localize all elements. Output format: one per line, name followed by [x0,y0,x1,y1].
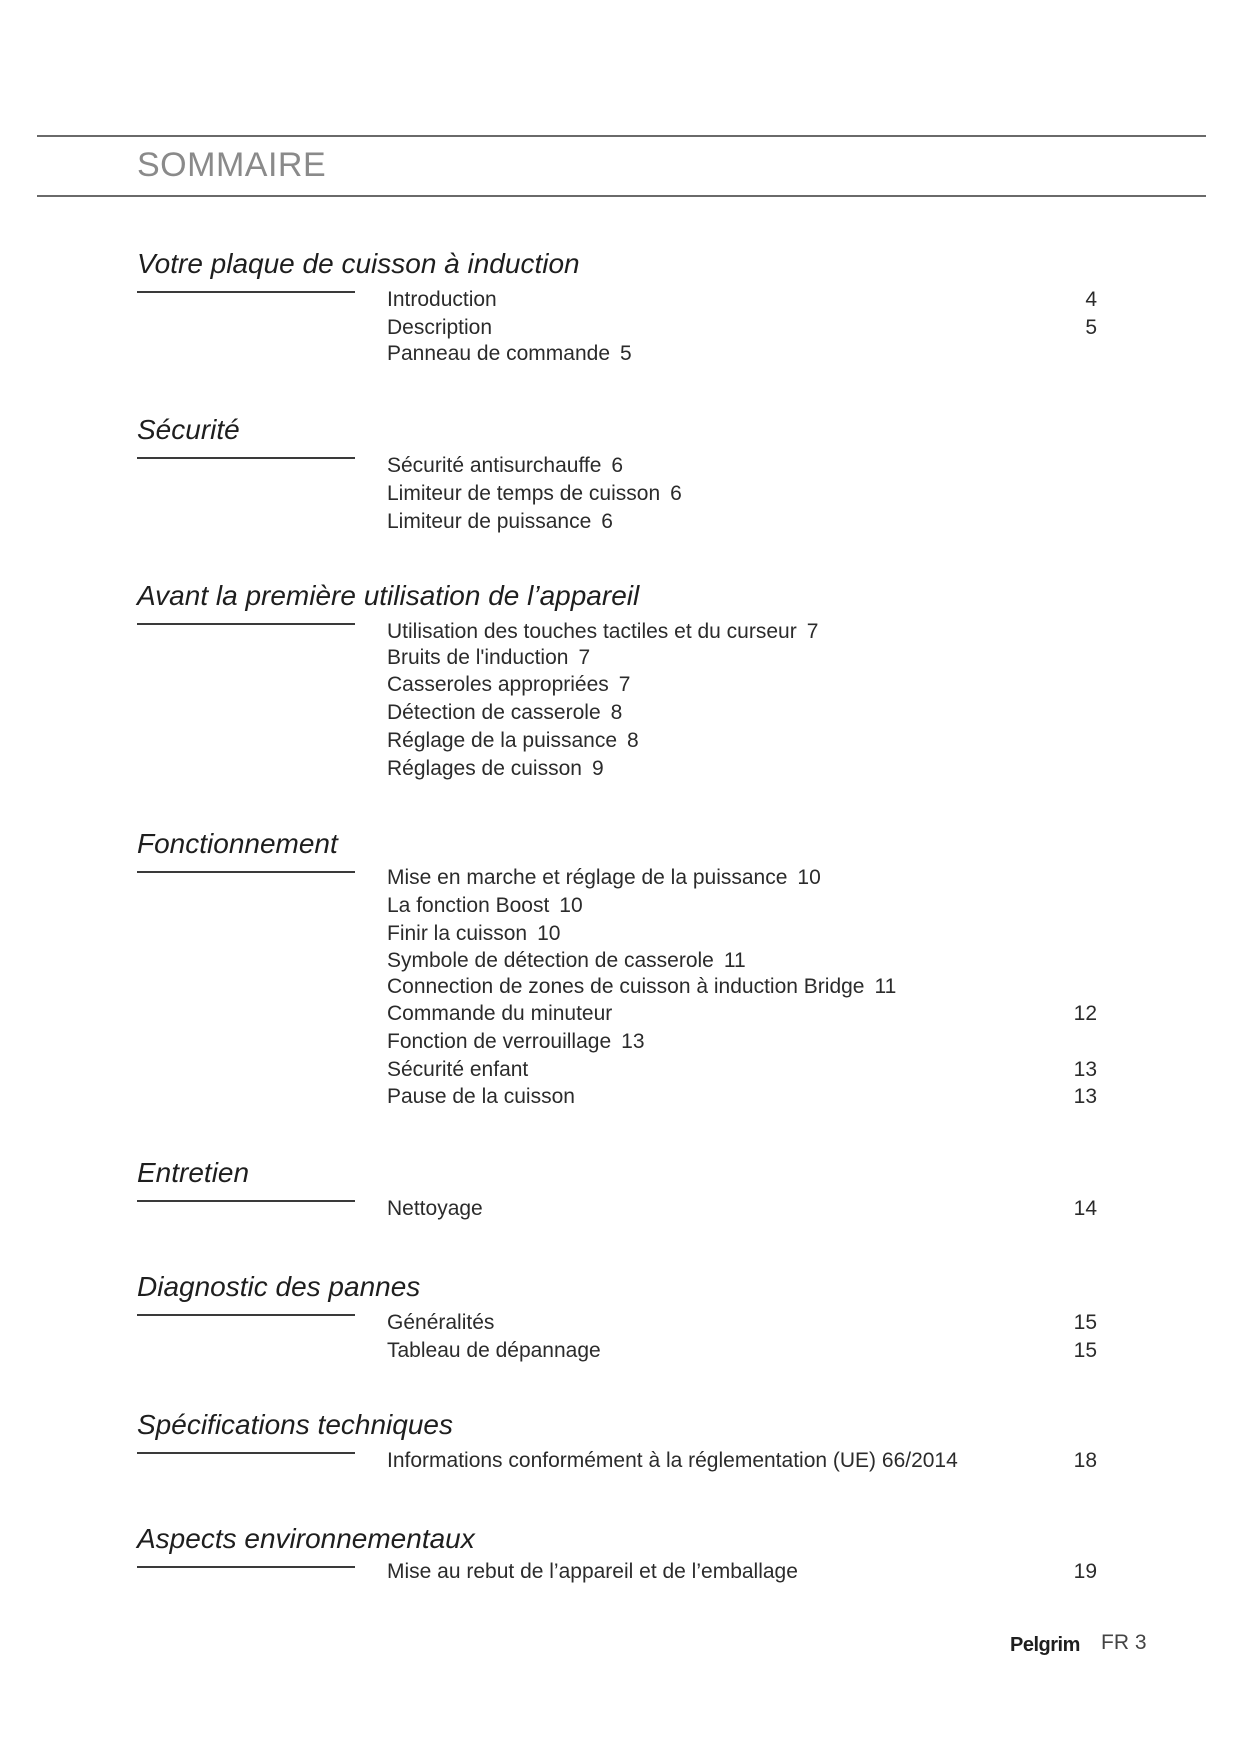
toc-entry-page: 13 [1073,1058,1097,1081]
toc-entry[interactable] [387,644,1097,672]
toc-entry[interactable] [387,1195,1097,1223]
toc-entry-page: 11 [874,975,897,998]
toc-entry[interactable] [387,1558,1097,1586]
toc-entry-page: 6 [611,454,624,477]
toc-entry-label: Limiteur de temps de cuisson [387,482,661,505]
toc-entry-page: 6 [601,510,613,533]
section-title: Votre plaque de cuisson à induction [137,248,580,279]
section-title: Aspects environnementaux [137,1523,475,1554]
toc-entry[interactable] [387,892,1097,920]
toc-entry[interactable] [387,1056,1097,1084]
toc-entry-page: 5 [620,342,632,365]
toc-entry-page: 5 [1085,316,1097,339]
toc-entry[interactable] [387,1083,1097,1111]
toc-entry[interactable] [387,755,1097,783]
toc-entry-page: 15 [1073,1339,1097,1362]
toc-entry-label: Détection de casserole [387,701,601,724]
toc-entry-page: 4 [1085,288,1097,311]
toc-entry-label: Panneau de commande [387,342,610,365]
toc-entry-label: Connection de zones de cuisson à induction Bridge [387,975,865,998]
toc-entry-label: Casseroles appropriées [387,673,609,696]
toc-entry-label: Commande du minuteur [387,1002,613,1025]
toc-entry-page: 6 [670,482,682,505]
toc-entry-page: 7 [806,620,819,643]
toc-entry[interactable] [387,286,1097,314]
toc-entry[interactable] [387,973,1097,1001]
toc-entry-label: Tableau de dépannage [387,1339,601,1362]
toc-entry[interactable] [387,340,1097,368]
toc-entry-page: 10 [537,922,561,945]
toc-entry-label: Sécurité antisurchauffe [387,454,602,477]
toc-entry[interactable] [387,671,1097,699]
page-title: SOMMAIRE [137,146,327,184]
toc-entry-page: 8 [627,729,639,752]
toc-entry-label: Bruits de l'induction [387,646,569,669]
toc-entry[interactable] [387,1337,1097,1365]
toc-entry-label: La fonction Boost [387,894,550,917]
toc-entry-label: Symbole de détection de casserole [387,949,714,972]
top-rule [37,135,1206,137]
toc-entry-page: 19 [1073,1560,1097,1583]
toc-entry-label: Généralités [387,1311,495,1334]
toc-entry-label: Informations conformément à la réglementation (UE) 66/2014 [387,1449,958,1472]
toc-entry[interactable] [387,864,1097,892]
toc-entry-label: Finir la cuisson [387,922,528,945]
section-underline [137,1566,355,1568]
toc-entry-page: 10 [559,894,583,917]
toc-entry-label: Fonction de verrouillage [387,1030,612,1053]
toc-entry[interactable] [387,727,1097,755]
toc-entry[interactable] [387,699,1097,727]
section-title: Diagnostic des pannes [137,1271,421,1302]
toc-entry[interactable] [387,618,1097,646]
toc-entry[interactable] [387,1028,1097,1056]
section-underline [137,457,355,459]
section-title: Sécurité [137,414,240,445]
toc-entry-label: Utilisation des touches tactiles et du curseur [387,620,797,643]
toc-entry-label: Nettoyage [387,1197,483,1220]
section-title: Fonctionnement [137,828,338,859]
toc-entry[interactable] [387,1447,1097,1475]
toc-entry[interactable] [387,1309,1097,1337]
toc-entry-page: 18 [1073,1449,1097,1472]
toc-entry-page: 9 [591,757,604,780]
toc-entry-page: 13 [1073,1085,1097,1108]
toc-entry[interactable] [387,452,1097,480]
toc-entry-page: 7 [618,673,631,696]
toc-entry-page: 12 [1073,1002,1097,1025]
section-underline [137,623,355,625]
title-bottom-rule [37,195,1206,197]
section-title: Entretien [137,1157,250,1188]
toc-entry-page: 10 [797,866,821,889]
toc-entry-label: Réglages de cuisson [387,757,582,780]
section-underline [137,1314,355,1316]
toc-entry-label: Mise en marche et réglage de la puissance [387,866,788,889]
toc-entry[interactable] [387,1000,1097,1028]
toc-entry-label: Mise au rebut de l’appareil et de l’emballage [387,1560,798,1583]
toc-entry-label: Réglage de la puissance [387,729,617,752]
toc-entry-page: 8 [610,701,623,724]
section-underline [137,1452,355,1454]
toc-entry[interactable] [387,480,1097,508]
toc-entry-page: 11 [723,949,746,972]
toc-entry-page: 13 [621,1030,645,1053]
brand-logo: Pelgrim [1010,1634,1080,1656]
toc-entry[interactable] [387,920,1097,948]
toc-entry-page: 7 [578,646,591,669]
section-title: Spécifications techniques [137,1409,453,1440]
toc-entry-label: Description [387,316,493,339]
section-underline [137,291,355,293]
toc-entry[interactable] [387,314,1097,342]
section-underline [137,871,355,873]
section-title: Avant la première utilisation de l’appareil [137,580,640,611]
section-underline [137,1200,355,1202]
toc-entry-page: 15 [1073,1311,1097,1334]
toc-entry-label: Limiteur de puissance [387,510,592,533]
toc-entry-label: Sécurité enfant [387,1058,529,1081]
toc-entry-label: Introduction [387,288,497,311]
toc-entry[interactable] [387,947,1097,975]
toc-entry-page: 14 [1073,1197,1097,1220]
toc-entry[interactable] [387,508,1097,536]
toc-entry-label: Pause de la cuisson [387,1085,575,1108]
page-number: FR 3 [1101,1631,1147,1654]
